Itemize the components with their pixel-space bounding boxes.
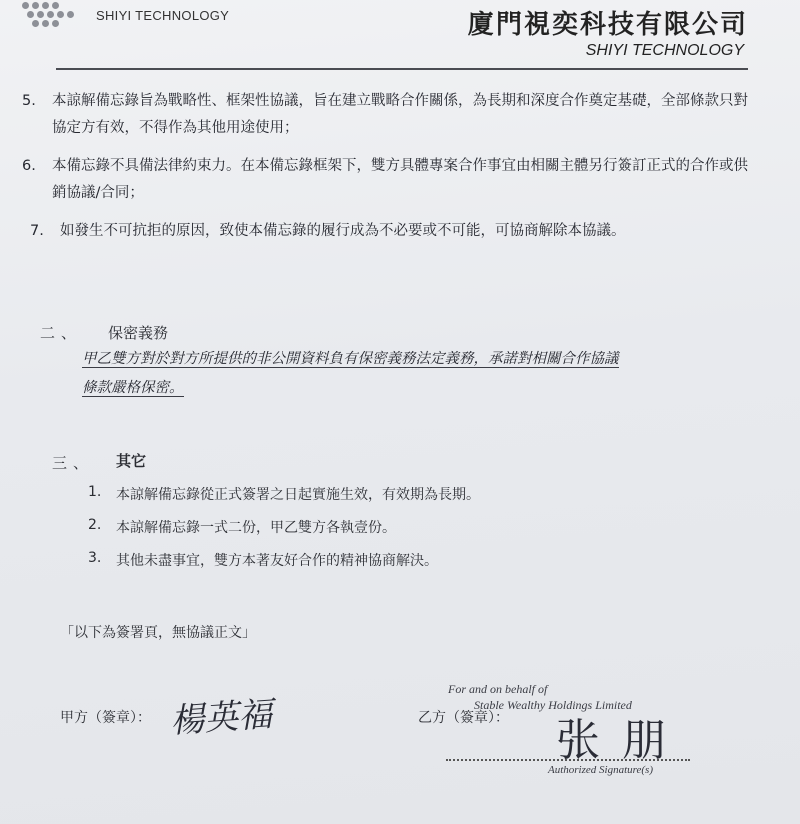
- logo-text: SHIYI TECHNOLOGY: [96, 8, 230, 23]
- confidentiality-line-2: 條款嚴格保密。: [82, 380, 184, 396]
- stamp-line-1: For and on behalf of: [448, 682, 548, 696]
- item-number: 1.: [88, 484, 102, 500]
- item-text: 本諒解備忘錄一式二份，甲乙雙方各執壹份。: [116, 520, 396, 536]
- company-name-en: SHIYI TECHNOLOGY: [585, 42, 744, 59]
- header-divider: [56, 68, 748, 70]
- signature-page-note: 「以下為簽署頁，無協議正文」: [60, 625, 256, 641]
- item-text: 其他未盡事宜，雙方本著友好合作的精神協商解決。: [116, 553, 438, 569]
- party-a-signature: 楊英福: [168, 694, 274, 742]
- clause-5: [22, 88, 762, 144]
- item-number: 2.: [88, 517, 102, 533]
- section-3-number: 三、: [52, 454, 95, 472]
- confidentiality-line-1: 甲乙雙方對於對方所提供的非公開資料負有保密義務法定義務，承諾對相關合作協議: [82, 351, 619, 367]
- stamp-line-2: Stable Wealthy Holdings Limited: [474, 698, 632, 712]
- clause-6: [22, 153, 762, 209]
- clause-7: [30, 218, 770, 274]
- stamp-line-3: Authorized Signature(s): [548, 764, 653, 776]
- confidentiality-text: [82, 345, 762, 403]
- item-text: 本諒解備忘錄從正式簽署之日起實施生效，有效期為長期。: [116, 487, 480, 503]
- clause-text: 如發生不可抗拒的原因，致使本備忘錄的履行成為不必要或不可能，可協商解除本協議。: [60, 223, 626, 239]
- clause-number: 5.: [22, 93, 36, 109]
- item-number: 3.: [88, 550, 102, 566]
- company-name-zh: 廈門視奕科技有限公司: [467, 10, 748, 40]
- section-3-title: 其它: [116, 452, 147, 470]
- party-a-label: 甲方（簽章）：: [60, 710, 151, 726]
- party-b-label: 乙方（簽章）：: [418, 710, 509, 726]
- clause-number: 6.: [22, 158, 36, 174]
- clause-text: 本備忘錄不具備法律約束力。在本備忘錄框架下，雙方具體專案合作事宜由相關主體另行簽訂正式的合作或供銷協議/合同；: [52, 158, 748, 201]
- section-2-number: 二、: [40, 324, 83, 342]
- clause-text: 本諒解備忘錄旨為戰略性、框架性協議，旨在建立戰略合作關係，為長期和深度合作奠定基礎，全部條款只對協定方有效，不得作為其他用途使用；: [52, 93, 748, 136]
- signature-line: [446, 759, 690, 761]
- section-2-title: 保密義務: [108, 324, 169, 342]
- clause-number: 7.: [30, 223, 44, 239]
- party-b-signature: 张朋: [556, 715, 688, 766]
